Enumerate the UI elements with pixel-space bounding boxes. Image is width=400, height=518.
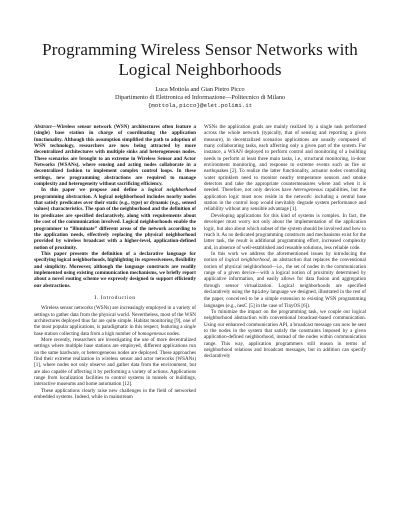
section-heading-introduction: I. Introduction [94,294,136,301]
intro-p1-text-a: Wireless sensor networks (WSNs) are increasingly employed in a variety of settings to gather data from the physical world. Nevertheless, most of the WSN architectures deployed thus far are quite simple. Habitat monitoring [9], one of the most popular applications, is paradigmatic in this respect, featuring a [34,305,196,331]
intro-paragraph-1 [34,305,196,337]
intro-p1-text-b: base station collecting data from a high number of [34,330,138,337]
intro-paragraph-3: These applications clearly raise new challenges in the field of networked embedded systems. Indeed, while in mainstream [34,387,196,401]
right-column [204,124,366,360]
abstract-paragraph-1 [34,124,196,187]
abstract-label: Abstract— [34,124,57,130]
right-paragraph-1 [204,124,366,213]
abstract-text: Wireless sensor network (WSN) architectures often feature a (single) base station in charge of coordinating the application functionality. Although this assumption simplified the path to adoption of WSN technology, researchers are now being attracted by more decentralized architectures with multiple sinks and heterogeneous nodes. These scenarios are brought to an extreme in Wireless Sensor and Actor Networks (WSANs), where sensing and acting nodes collaborate in a decentralized fashion to implement complex control loops. In these settings, new programming abstractions are required to manage complexity and heterogeneity without sacrificing efficiency. [34,124,196,188]
right-p3-text-c: language we designed, illustrated in the rest of the paper, conceived to be a simple extension to existing WSN programming languages (e.g., nesC [5] in the case of TinyOS [6]). [204,288,366,309]
abstract-paragraph-3: This paper presents the definition of a declarative language for specifying logical neighborhoods, highlighting its expressiveness, flexibility and simplicity. Moreover, although the language constructs are readily implemented using existing communication mechanisms, we briefly report about a novel routing scheme we expressly designed to support efficiently our abstractions. [34,250,196,289]
right-paragraph-3 [204,251,366,309]
left-column [34,124,196,400]
abstract-p2-text-a: In this paper we propose and define a [41,187,149,194]
right-p1-keyword: heterogeneous [293,187,323,194]
paper-title: Programming Wireless Sensor Networks with Logical Neighborhoods [42,40,358,79]
abstract-p2-text-b: programming abstraction. A logical neighborhood includes nearby nodes that satisfy predicates over their static (e.g., type) or dynamic (e.g., sensed values) characteristics. The span of the neighborhood and the definition of its predicates are specified declaratively, along with requirements about the cost of the communication involved. Logical neighborhoods enable the programmer to “illuminate” different areas of the network according to the application needs, effectively replacing the physical neighborhood provided by wireless broadcast with a higher-level, application-defined notion of proximity. [34,193,196,251]
right-p1-text-a: WSNs the application goals are mainly realized by a single task performed across the whole network (typically, that of sensing and reporting a given measure), in decentralized scenarios applications are usually composed of many collaborating tasks, each affecting only a given part of the system. For instance, a WSAN deployed to perform control and monitoring of a building needs to perform at least three main tasks, i.e., structural monitoring, in-door environment monitoring, and response to extreme events such as fire or earthquakes [2]. To realize the latter functionality, actuator nodes controlling water sprinklers need to monitor nearby temperature sensors and smoke detectors and take the appropriate countermeasures where and when it is needed. Therefore, not only devices have [204,124,366,194]
right-p1-text-b: capabilities, but the application logic must now reside in the network: including a central base station in the control loop would inevitably degrade system performance and reliability without any sensible advantage [1]. [204,187,366,213]
right-paragraph-2: Developing applications for this kind of systems is complex. In fact, the developer must worry not only about the implementation of the application logic, but also about which subset of the system should be involved and how to reach it. As no dedicated programming constructs and mechanisms exist for the latter task, the result is additional programming effort, increased complexity and, in absence of well-established and reusable solutions, less reliable code. [204,212,366,251]
intro-p1-keyword-homogeneous: homogeneous [137,330,166,337]
right-p3-text-a: In this work we address the aforementioned issues by introducing the notion of [204,250,366,264]
intro-p1-keyword-single: single [183,324,196,331]
intro-paragraph-2: More recently, researchers are investigating the use of more decentralized settings where multiple base stations are employed, different applications run on the same hardware, or heterogeneous nodes are deployed. These approaches find their extreme realization in wireless sensor and actor networks (WSANs) [1], where nodes not only observe and gather data from the environment, but are also capable of affecting it by performing a variety of actions. Applications range from localization facilities to control systems in tunnels or buildings, interactive museums and home automation [12]. [34,337,196,388]
right-p3-keyword: logical neighborhood [225,257,270,264]
author-block [20,86,380,111]
right-p3-text-b: , an abstraction that replaces the conventional notion of physical neighborhood—i.e., the set of nodes in the communication range of a given device—with a logical notion of proximity determined by applicative information, and easily allows for data fusion and aggregation through sensor virtualization. Logical neighborhoods are specified declaratively using the [204,257,366,295]
abstract-paragraph-2 [34,187,196,250]
author-email: {mottola,picco}@elet.polimi.it [147,102,253,110]
right-p3-language-name: Spidey [251,289,270,295]
right-paragraph-4: To minimize the impact on the programming task, we couple our logical neighborhood abstraction with conventional broadcast-based communication. Using our enhanced communication API, a broadcast message can now be sent to the nodes in the system that satisfy the constraints imposed by a given application-defined neighborhood, instead of the nodes within communication range. This way, application programmers still reason in terms of neighborhood relations and broadcast messages, but in addition can specify declaratively [204,308,366,360]
author-names: Luca Mottola and Gian Pietro Picco [155,86,245,93]
author-affiliation: Dipartimento di Elettronica ed Informazione—Politecnico di Milano [114,94,286,102]
intro-p1-text-c: nodes. [165,330,181,337]
abstract-p2-keyword: logical neighborhood [148,187,196,194]
